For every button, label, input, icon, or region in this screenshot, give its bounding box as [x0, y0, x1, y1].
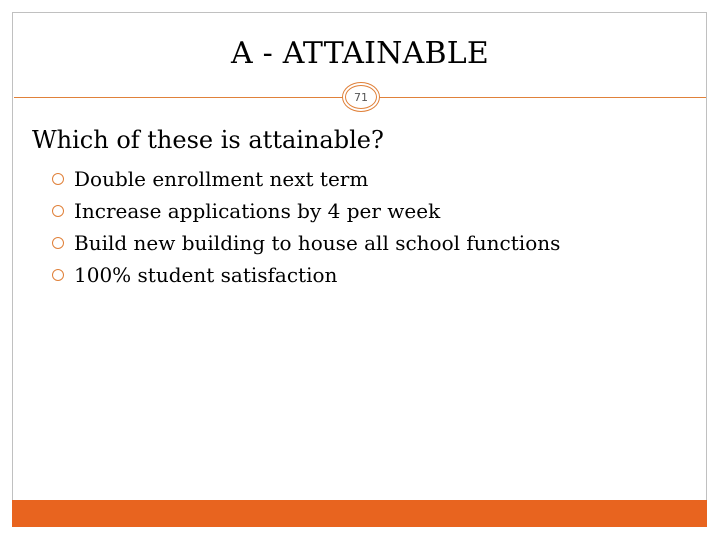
question-text: Which of these is attainable?	[32, 126, 384, 154]
option-label: Build new building to house all school functions	[74, 231, 561, 255]
list-item	[52, 227, 560, 259]
list-item	[52, 259, 560, 291]
circle-bullet-icon	[52, 237, 64, 249]
page-number-badge	[342, 82, 380, 112]
circle-bullet-icon	[52, 205, 64, 217]
slide-title: A - ATTAINABLE	[231, 36, 489, 71]
circle-bullet-icon	[52, 269, 64, 281]
option-label: 100% student satisfaction	[74, 263, 338, 287]
page-number: 71	[354, 90, 368, 104]
list-item	[52, 163, 560, 195]
option-label: Increase applications by 4 per week	[74, 199, 441, 223]
list-item	[52, 195, 560, 227]
option-label: Double enrollment next term	[74, 167, 369, 191]
options-list	[52, 163, 560, 291]
circle-bullet-icon	[52, 173, 64, 185]
footer-bar	[12, 500, 707, 527]
